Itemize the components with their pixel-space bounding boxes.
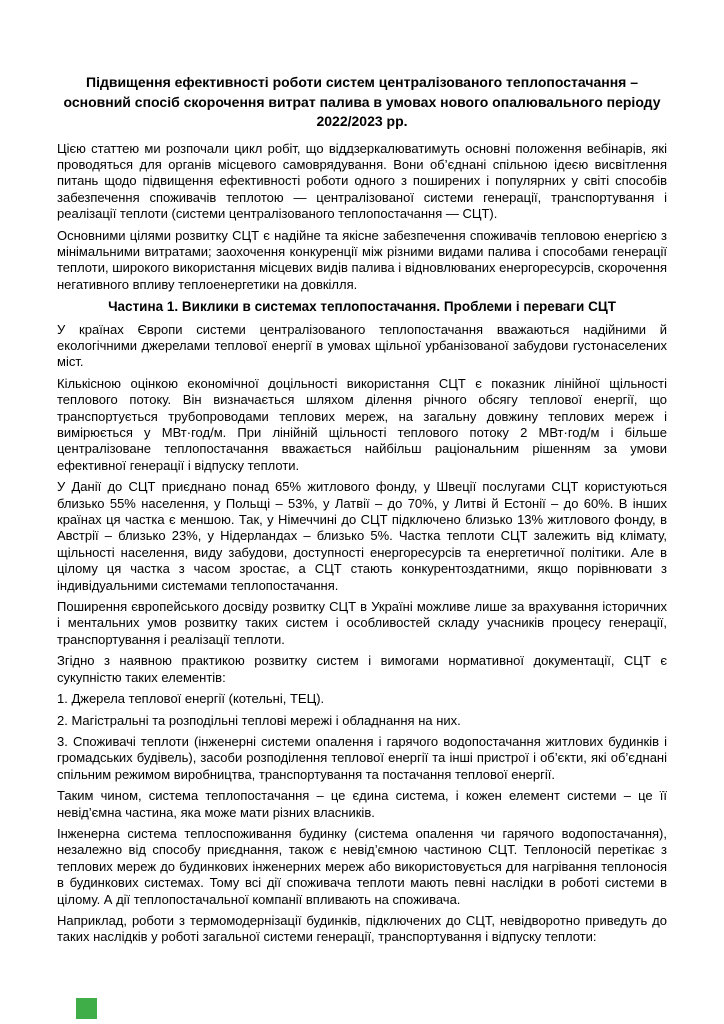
paragraph: Цією статтею ми розпочали цикл робіт, що віддзеркалюватимуть основні положення вебінарів, які проводяться для органів місцевого самоврядування. Вони об’єднані спільною ідеєю висвітлення питань щодо підвищення ефективності роботи одного з поширених і популярних у світі способів забезпечення споживачів теплотою — централізованої системи генерації, транспортування і реалізації теплоти (системи централізованого теплопостачання — СЦТ). [57, 140, 667, 222]
paragraph: Наприклад, роботи з термомодернізації будинків, підключених до СЦТ, невідворотно приведуть до таких наслідків у роботі загальної системи генерації, транспортування і відпуску теплоти: [57, 912, 667, 945]
document-title: Підвищення ефективності роботи систем централізованого теплопостачання – основний спосіб скорочення витрат палива в умовах нового опалювального періоду 2022/2023 рр. [63, 74, 661, 129]
green-square-marker [76, 998, 97, 1019]
paragraph: Згідно з наявною практикою розвитку систем і вимогами нормативної документації, СЦТ є сукупністю таких елементів: [57, 653, 667, 685]
paragraph: У країнах Європи системи централізованого теплопостачання вважаються надійними й екологічними джерелами теплової енергії в умовах щільної урбанізованої забудови густонаселених міст. [57, 321, 667, 370]
section-heading: Частина 1. Виклики в системах теплопостачання. Проблеми і переваги СЦТ [108, 299, 616, 315]
paragraph: Поширення європейського досвіду розвитку СЦТ в Україні можливе лише за врахування історичних і ментальних умов розвитку таких систем і особливостей складу учасників процесу генерації, транспортування і реалізації теплоти. [57, 599, 667, 647]
paragraph: Таким чином, система теплопостачання – це єдина система, і кожен елемент системи – це її невід’ємна частина, яка може мати різних власників. [57, 788, 667, 820]
paragraph: Основними цілями розвитку СЦТ є надійне та якісне забезпечення споживачів тепловою енергією з мінімальними витратами; заохочення конкуренції між різними видами палива і способами генерації теплоти, широкого використання місцевих видів палива і відновлюваних енергоресурсів, скорочення негативного впливу теплоенергетики на довкілля. [57, 227, 667, 292]
paragraph: У Данії до СЦТ приєднано понад 65% житлового фонду, у Швеції послугами СЦТ користуються близько 55% населення, у Польщі – 53%, у Латвії – до 70%, у Литві й Естонії – до 60%. В інших країнах ця частка є меншою. Так, у Німеччині до СЦТ підключено близько 13% житлового фонду, в Австрії – близько 23%, у Нідерландах – близько 5%. Частка теплоти СЦТ залежить від клімату, щільності населення, виду забудови, доступності енергоресурсів та енергетичної політики. Але в цілому ця частка з часом зростає, а СЦТ стають конкурентоздатними, якщо порівнювати з індивідуальними системами теплопостачання. [57, 479, 667, 593]
numbered-list-item: 3. Споживачі теплоти (інженерні системи опалення і гарячого водопостачання житлових будинків і громадських будівель), засоби розподілення теплової енергії та інші пристрої і об’єкти, які об’єднані спільним режимом виробництва, транспортування та постачання теплової енергії. [57, 733, 667, 782]
numbered-list-item: 2. Магістральні та розподільні теплові мережі і обладнання на них. [57, 712, 461, 728]
paragraph: Кількісною оцінкою економічної доцільності використання СЦТ є показник лінійної щільності теплового потоку. Він визначається шляхом ділення річного обсягу теплової енергії, що транспортується трубопроводами теплових мереж, на загальну довжину теплових мереж і вимірюється у МВт·год/м. При лінійній щільності теплового потоку 2 МВт·год/м і більше централізоване теплопостачання вважається найбільш раціональним рішенням за умови ефективної генерації і відпуску теплоти. [57, 375, 667, 473]
paragraph: Інженерна система теплоспоживання будинку (система опалення чи гарячого водопостачання), незалежно від способу приєднання, також є невід’ємною частиною СЦТ. Теплоносій перетікає з теплових мереж до будинкових інженерних мереж або використовується для нагрівання теплоносія в будинкових системах. Тому всі дії споживача теплоти мають певні наслідки в роботі системи в цілому. А дії теплопостачальної компанії впливають на споживача. [57, 825, 667, 907]
numbered-list-item: 1. Джерела теплової енергії (котельні, ТЕЦ). [57, 691, 325, 707]
